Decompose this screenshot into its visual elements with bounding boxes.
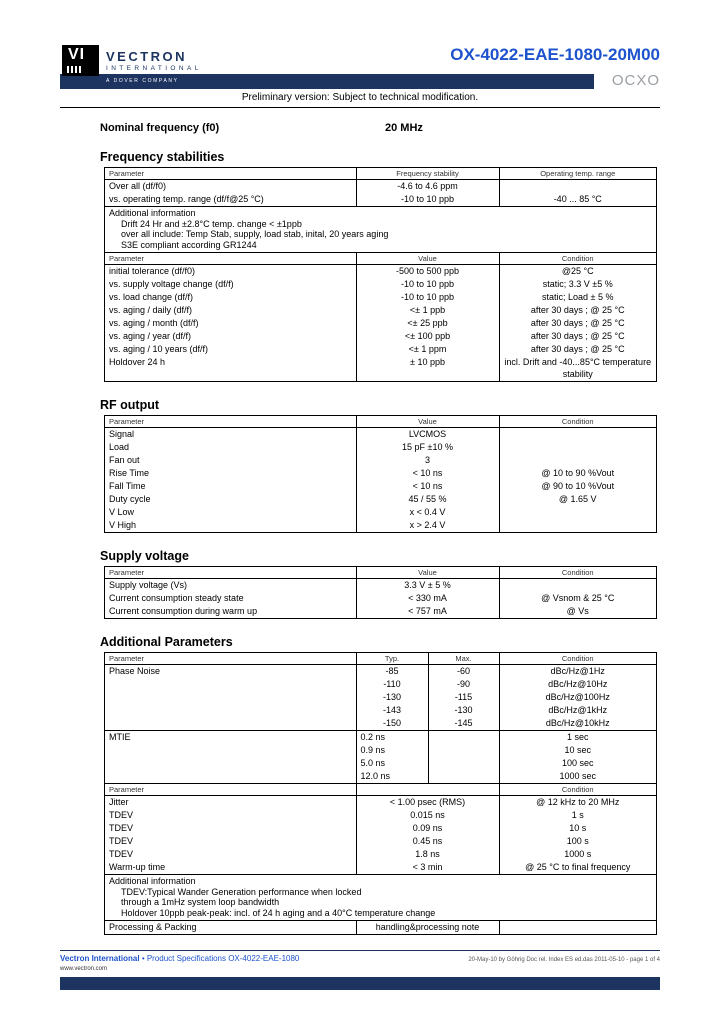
table-row <box>105 428 656 442</box>
table-header-row <box>105 168 656 180</box>
table-cell <box>105 744 356 757</box>
additional-information-line: TDEV:Typical Wander Generation performance when locked <box>121 886 362 897</box>
table-cell: 100 sec <box>499 757 656 770</box>
table-cell: @ 90 to 10 %Vout <box>499 480 656 493</box>
table-cell: Jitter <box>109 797 129 807</box>
table-row <box>105 193 656 206</box>
table-cell: 1 s <box>499 809 656 822</box>
additional-information-line: Holdover 10ppb peak-peak: incl. of 24 h aging and a 40°C temperature change <box>121 907 436 918</box>
table-header-row <box>105 653 656 665</box>
table-row <box>105 304 656 317</box>
logo-bars-icon <box>67 66 82 73</box>
table-cell: @ 12 kHz to 20 MHz <box>499 796 656 810</box>
table-cell: after 30 days ; @ 25 °C <box>499 330 656 343</box>
table-row <box>105 665 656 679</box>
table-cell <box>105 757 356 770</box>
column-header: Operating temp. range <box>499 168 656 180</box>
column-header: Frequency stability <box>356 168 499 180</box>
table-cell: vs. operating temp. range (df/f@25 °C) <box>109 194 264 204</box>
table-cell: V High <box>109 520 137 530</box>
table-cell: Fan out <box>109 455 140 465</box>
table-row <box>105 265 656 279</box>
table-row <box>105 731 656 745</box>
table-cell: Supply voltage (Vs) <box>109 580 188 590</box>
preliminary-note: Preliminary version: Subject to technical modification. <box>241 92 479 103</box>
table-cell: -145 <box>428 717 499 730</box>
table-cell: handling&processing note <box>356 921 499 935</box>
table-row <box>105 180 656 194</box>
table-cell: -110 <box>356 678 428 691</box>
table-cell: -130 <box>356 691 428 704</box>
table-cell: < 10 ns <box>356 467 499 480</box>
table-cell: @ Vsnom & 25 °C <box>499 592 656 605</box>
additional-information-line: over all include: Temp Stab, supply, load stab, inital, 20 years aging <box>121 229 389 239</box>
table-cell: dBc/Hz@1Hz <box>499 665 656 679</box>
table-row <box>105 317 656 330</box>
frequency-detail-table <box>105 252 656 381</box>
table-header-row <box>105 416 656 428</box>
processing-packing-table <box>105 920 656 934</box>
table-cell: @25 °C <box>499 265 656 279</box>
table-cell: -500 to 500 ppb <box>356 265 499 279</box>
table-cell <box>105 717 356 730</box>
vectron-logo <box>62 45 99 76</box>
logo-text: VI <box>68 46 86 63</box>
table-cell: vs. aging / daily (df/f) <box>109 305 193 315</box>
table-cell: dBc/Hz@1kHz <box>499 704 656 717</box>
frequency-stabilities-tables <box>104 167 657 382</box>
table-cell: 10 sec <box>499 744 656 757</box>
column-header: Parameter <box>105 784 356 796</box>
supply-voltage-table <box>105 567 656 618</box>
table-cell: -143 <box>356 704 428 717</box>
table-cell: Warm-up time <box>109 862 166 872</box>
table-cell: <± 25 ppb <box>356 317 499 330</box>
nominal-frequency-value: 20 MHz <box>385 122 423 134</box>
table-cell: 10 s <box>499 822 656 835</box>
table-cell: -4.6 to 4.6 ppm <box>356 180 499 194</box>
table-cell: < 10 ns <box>356 480 499 493</box>
additional-information-line: through a 1mHz system loop bandwidth <box>121 897 280 907</box>
table-row <box>105 278 656 291</box>
table-cell: after 30 days ; @ 25 °C <box>499 343 656 356</box>
table-cell: 45 / 55 % <box>356 493 499 506</box>
table-cell <box>105 770 356 783</box>
table-cell: -60 <box>428 665 499 679</box>
table-row <box>105 330 656 343</box>
table-cell: dBc/Hz@10Hz <box>499 678 656 691</box>
table-header-row <box>105 567 656 579</box>
column-header: Parameter <box>105 168 356 180</box>
product-family-label: OCXO <box>611 72 660 89</box>
table-cell: -10 to 10 ppb <box>356 193 499 206</box>
table-header-row <box>105 253 656 265</box>
column-header: Parameter <box>105 253 356 265</box>
mtie-table <box>105 730 656 783</box>
table-cell: @ 25 °C to final frequency <box>499 861 656 874</box>
phase-noise-table <box>105 653 656 730</box>
table-cell: Current consumption steady state <box>109 593 244 603</box>
column-header: Max. <box>428 653 499 665</box>
frequency-overview-table <box>105 168 656 206</box>
table-row <box>105 921 656 935</box>
rf-output-table <box>105 416 656 532</box>
table-cell: dBc/Hz@10kHz <box>499 717 656 730</box>
table-cell: -10 to 10 ppb <box>356 278 499 291</box>
table-cell <box>105 678 356 691</box>
table-row <box>105 770 656 783</box>
brand-name <box>106 49 202 72</box>
section-heading-additional-parameters: Additional Parameters <box>100 635 233 649</box>
column-header: Value <box>356 416 499 428</box>
additional-information-line: S3E compliant according GR1244 <box>121 239 257 250</box>
table-cell: -130 <box>428 704 499 717</box>
table-row <box>105 861 656 874</box>
table-cell: initial tolerance (df/f0) <box>109 266 196 276</box>
section-heading-supply-voltage: Supply voltage <box>100 549 189 563</box>
table-cell: static; 3.3 V ±5 % <box>499 278 656 291</box>
table-cell: Holdover 24 h <box>109 357 166 367</box>
table-cell: vs. aging / 10 years (df/f) <box>109 344 209 354</box>
column-header: Condition <box>499 653 656 665</box>
table-cell <box>428 731 499 745</box>
column-header: Typ. <box>356 653 428 665</box>
table-row <box>105 822 656 835</box>
table-cell: -10 to 10 ppb <box>356 291 499 304</box>
table-row <box>105 493 656 506</box>
table-cell: vs. supply voltage change (df/f) <box>109 279 234 289</box>
table-cell: 100 s <box>499 835 656 848</box>
table-row <box>105 343 656 356</box>
table-cell: 1000 s <box>499 848 656 861</box>
table-cell: 5.0 ns <box>356 757 428 770</box>
table-cell: x < 0.4 V <box>356 506 499 519</box>
column-header: Condition <box>499 784 656 796</box>
table-cell <box>105 691 356 704</box>
table-cell: Phase Noise <box>109 666 161 676</box>
table-cell: < 330 mA <box>356 592 499 605</box>
header-navy-bar <box>60 74 594 89</box>
table-cell: 3 <box>356 454 499 467</box>
table-row <box>105 579 656 593</box>
additional-parameters-tables <box>104 652 657 935</box>
column-header: Condition <box>499 567 656 579</box>
table-cell: vs. aging / year (df/f) <box>109 331 192 341</box>
table-cell: 0.2 ns <box>356 731 428 745</box>
table-cell: < 3 min <box>356 861 499 874</box>
table-cell: after 30 days ; @ 25 °C <box>499 304 656 317</box>
footer-line <box>60 954 660 963</box>
table-cell: < 1.00 psec (RMS) <box>356 796 499 810</box>
table-cell: Processing & Packing <box>109 922 197 932</box>
brand-name-main: VECTRON <box>106 49 188 64</box>
column-header <box>356 784 499 796</box>
column-header: Value <box>356 567 499 579</box>
table-row <box>105 809 656 822</box>
table-row <box>105 356 656 381</box>
table-cell: incl. Drift and -40...85°C temperature stability <box>499 356 656 381</box>
table-row <box>105 605 656 618</box>
header <box>60 44 660 108</box>
table-row <box>105 757 656 770</box>
nominal-frequency-label: Nominal frequency (f0) <box>100 122 220 134</box>
table-cell <box>428 770 499 783</box>
table-cell: ± 10 ppb <box>356 356 499 381</box>
table-cell <box>499 579 656 593</box>
table-cell: 12.0 ns <box>356 770 428 783</box>
table-row <box>105 678 656 691</box>
table-row <box>105 454 656 467</box>
table-row <box>105 480 656 493</box>
table-cell <box>499 506 656 519</box>
column-header: Parameter <box>105 567 356 579</box>
table-row <box>105 835 656 848</box>
table-cell: 1.8 ns <box>356 848 499 861</box>
table-row <box>105 848 656 861</box>
column-header: Value <box>356 253 499 265</box>
table-row <box>105 691 656 704</box>
part-number-title: OX-4022-EAE-1080-20M00 <box>450 45 660 64</box>
section-heading-frequency-stabilities: Frequency stabilities <box>100 150 225 164</box>
table-cell: vs. load change (df/f) <box>109 292 194 302</box>
timing-table <box>105 783 656 874</box>
table-cell: -40 ... 85 °C <box>499 193 656 206</box>
table-cell: Fall Time <box>109 481 146 491</box>
table-cell: @ Vs <box>499 605 656 618</box>
table-cell: 15 pF ±10 % <box>356 441 499 454</box>
footer-meta: 20-May-10 by Göhrig Doc rel. Index ES ed.das 2011-05-10 - page 1 of 4 <box>468 957 660 963</box>
table-cell: -150 <box>356 717 428 730</box>
table-row <box>105 441 656 454</box>
vectron-international-link[interactable]: Vectron International <box>60 954 140 963</box>
table-cell: 0.9 ns <box>356 744 428 757</box>
footer-navy-bar <box>60 977 660 990</box>
table-cell <box>499 180 656 194</box>
table-cell: @ 10 to 90 %Vout <box>499 467 656 480</box>
table-cell: TDEV <box>109 823 134 833</box>
rf-output-table-wrap <box>104 415 657 533</box>
brand-tagline: A DOVER COMPANY <box>106 78 179 84</box>
table-cell: Over all (df/f0) <box>109 181 167 191</box>
table-cell: MTIE <box>109 732 131 742</box>
table-cell <box>428 744 499 757</box>
additional-information-title: Additional information <box>109 208 196 218</box>
table-cell: TDEV <box>109 810 134 820</box>
column-header: Condition <box>499 416 656 428</box>
table-cell: Rise Time <box>109 468 150 478</box>
table-cell <box>499 441 656 454</box>
table-cell: V Low <box>109 507 135 517</box>
additional-information-block <box>105 206 656 252</box>
table-cell <box>105 704 356 717</box>
footer <box>60 950 660 990</box>
footer-left <box>60 954 299 963</box>
table-cell: TDEV <box>109 836 134 846</box>
website-link[interactable]: www.vectron.com <box>60 966 108 972</box>
table-row <box>105 291 656 304</box>
table-cell: <± 1 ppb <box>356 304 499 317</box>
additional-information-block <box>105 874 656 920</box>
table-row <box>105 467 656 480</box>
table-cell: Duty cycle <box>109 494 151 504</box>
table-cell: 3.3 V ± 5 % <box>356 579 499 593</box>
table-cell: Current consumption during warm up <box>109 606 258 616</box>
table-row <box>105 592 656 605</box>
column-header: Condition <box>499 253 656 265</box>
footer-doc-title: • Product Specifications OX-4022-EAE-1080 <box>141 954 300 963</box>
table-cell: @ 1.65 V <box>499 493 656 506</box>
table-cell: <± 1 ppm <box>356 343 499 356</box>
table-cell: Signal <box>109 429 135 439</box>
footer-rule <box>60 950 660 951</box>
supply-voltage-table-wrap <box>104 566 657 619</box>
table-row <box>105 717 656 730</box>
table-cell: LVCMOS <box>356 428 499 442</box>
table-cell: < 757 mA <box>356 605 499 618</box>
table-cell <box>499 454 656 467</box>
table-cell: TDEV <box>109 849 134 859</box>
column-header: Parameter <box>105 653 356 665</box>
table-cell: 0.45 ns <box>356 835 499 848</box>
table-row <box>105 704 656 717</box>
column-header: Parameter <box>105 416 356 428</box>
table-cell: -90 <box>428 678 499 691</box>
table-cell: after 30 days ; @ 25 °C <box>499 317 656 330</box>
table-row <box>105 506 656 519</box>
table-cell <box>499 519 656 532</box>
table-cell: <± 100 ppb <box>356 330 499 343</box>
table-cell: 0.09 ns <box>356 822 499 835</box>
additional-information-line: Drift 24 Hr and ±2.8°C temp. change < ±1ppb <box>121 218 302 229</box>
table-cell <box>428 757 499 770</box>
table-cell: -115 <box>428 691 499 704</box>
table-row <box>105 744 656 757</box>
table-cell <box>499 428 656 442</box>
table-cell: -85 <box>356 665 428 679</box>
table-cell: 1000 sec <box>499 770 656 783</box>
table-cell <box>499 921 656 935</box>
table-cell: Load <box>109 442 130 452</box>
brand-name-sub: INTERNATIONAL <box>106 65 202 72</box>
nominal-frequency-row <box>100 122 660 134</box>
table-cell: dBc/Hz@100Hz <box>499 691 656 704</box>
table-row <box>105 519 656 532</box>
table-cell: x > 2.4 V <box>356 519 499 532</box>
table-row <box>105 796 656 810</box>
table-cell: 0.015 ns <box>356 809 499 822</box>
additional-information-title: Additional information <box>109 876 196 886</box>
table-cell: vs. aging / month (df/f) <box>109 318 199 328</box>
table-cell: static; Load ± 5 % <box>499 291 656 304</box>
table-cell: 1 sec <box>499 731 656 745</box>
table-header-row <box>105 784 656 796</box>
section-heading-rf-output: RF output <box>100 398 160 412</box>
